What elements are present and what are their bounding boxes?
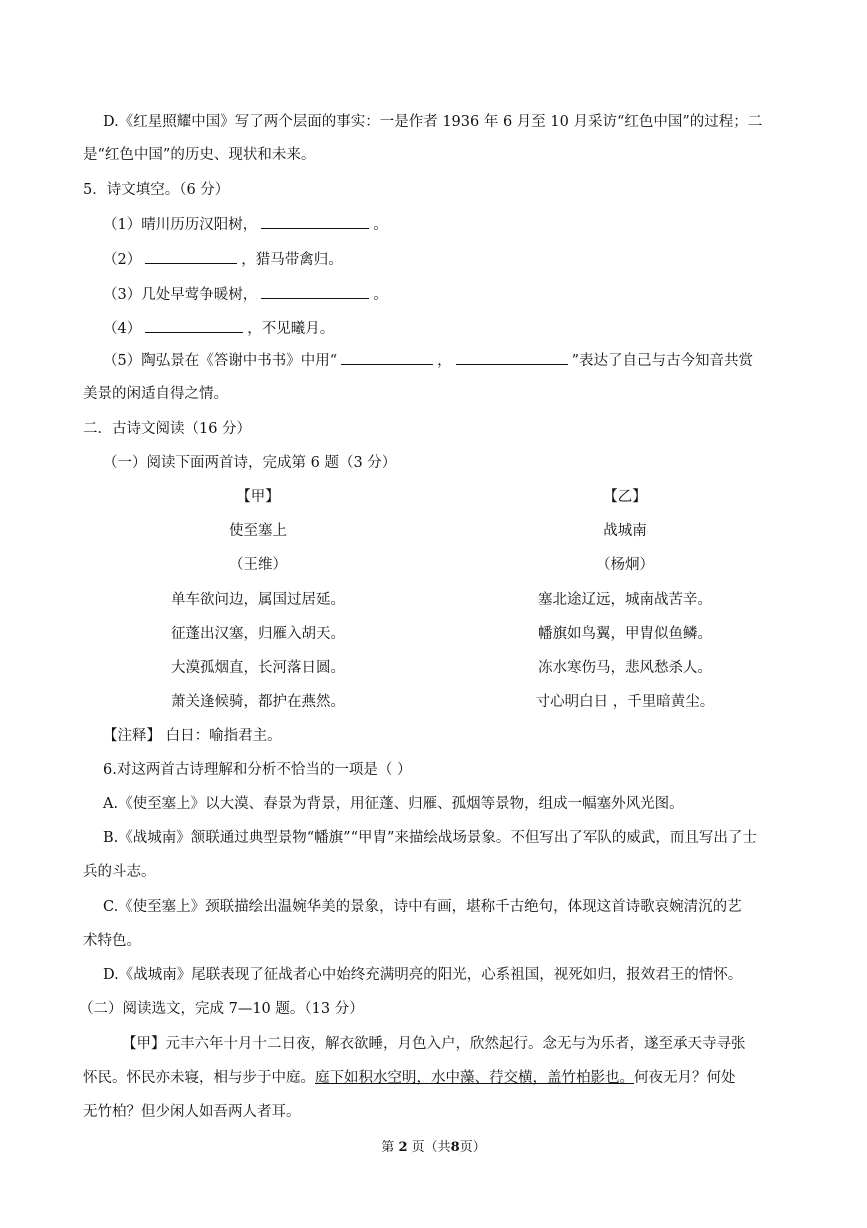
poem-a-line: 单车欲问边，属国过居延。 xyxy=(171,592,345,608)
q5-item-1-end: 。 xyxy=(373,217,388,233)
poem-a-tag: 【甲】 xyxy=(236,489,280,505)
q5-item-4 xyxy=(103,318,334,339)
answer-blank[interactable] xyxy=(145,318,243,333)
answer-blank[interactable] xyxy=(341,350,433,365)
poem-b-line: 寸心明白日 ，千里暗黄尘。 xyxy=(535,694,715,710)
poem-a-title: 使至塞上 xyxy=(229,523,287,539)
poem-b-author: （杨炯） xyxy=(596,557,654,573)
passage-line-2 xyxy=(83,1068,736,1088)
answer-blank[interactable] xyxy=(145,249,237,264)
footer-text: 页） xyxy=(459,1140,486,1155)
q4-option-d-line2: 是“红色中国”的历史、现状和未来。 xyxy=(83,147,316,163)
total-pages: 8 xyxy=(450,1140,460,1155)
underlined-sentence: 庭下如积水空明，水中藻、荇交横，盖竹柏影也。 xyxy=(315,1070,634,1086)
q6-option-b-line2: 兵的斗志。 xyxy=(83,864,156,880)
q5-item-5-line2: 美景的闲适自得之情。 xyxy=(83,386,228,402)
q5-item-5 xyxy=(103,350,753,371)
q5-item-1 xyxy=(103,214,388,235)
q6-option-d: D.《战城南》尾联表现了征战者心中始终充满明亮的阳光，心系祖国，视死如归，报效君王的情怀。 xyxy=(103,967,743,983)
poem-b-line: 幡旗如鸟翼，甲胄似鱼鳞。 xyxy=(538,626,712,642)
q5-title: 5．诗文填空。（6 分） xyxy=(83,182,230,198)
answer-blank[interactable] xyxy=(261,284,369,299)
poem-a-line: 大漠孤烟直，长河落日圆。 xyxy=(171,660,345,676)
q5-item-2-num: （2） xyxy=(103,252,142,268)
q6-option-c-line2: 术特色。 xyxy=(83,933,141,949)
poem-b-title: 战城南 xyxy=(603,523,647,539)
subsection-1-title: （一）阅读下面两首诗，完成第 6 题（3 分） xyxy=(103,455,397,471)
section-2-title: 二．古诗文阅读（16 分） xyxy=(83,421,252,437)
poem-b-tag: 【乙】 xyxy=(603,489,647,505)
passage-text: 怀民。怀民亦未寝，相与步于中庭。 xyxy=(83,1070,315,1086)
q5-item-4-text: ，不见曦月。 xyxy=(247,321,335,337)
q5-item-2 xyxy=(103,249,343,270)
q6-stem: 6.对这两首古诗理解和分析不恰当的一项是（ ） xyxy=(103,762,412,778)
q5-item-3-end: 。 xyxy=(373,287,388,303)
q6-option-a: A.《使至塞上》以大漠、春景为背景，用征蓬、归雁、孤烟等景物，组成一幅塞外风光图。 xyxy=(103,796,684,812)
poem-b-line: 冻水寒伤马，悲风愁杀人。 xyxy=(538,660,712,676)
footer-text: 第 xyxy=(381,1140,395,1155)
q5-item-3 xyxy=(103,284,388,305)
q5-item-5-comma: ， xyxy=(437,353,452,369)
passage-line-3: 无竹柏？但少闲人如吾两人者耳。 xyxy=(83,1104,301,1120)
page-number: 2 xyxy=(398,1140,408,1155)
passage-text: 何夜无月？何处 xyxy=(634,1070,736,1086)
poem-a-line: 萧关逢候骑，都护在燕然。 xyxy=(171,694,345,710)
q6-option-c-line1: C.《使至塞上》颈联描绘出温婉华美的景象，诗中有画，堪称千古绝句，体现这首诗歌哀婉清沉的艺 xyxy=(103,899,742,915)
q5-item-4-num: （4） xyxy=(103,321,142,337)
poem-a-line: 征蓬出汉塞，归雁入胡天。 xyxy=(171,626,345,642)
page-footer xyxy=(0,1138,867,1158)
annotation-note: 【注释】 白日：喻指君主。 xyxy=(103,728,282,744)
q5-item-5-text: （5）陶弘景在《答谢中书书》中用“ xyxy=(103,353,338,369)
answer-blank[interactable] xyxy=(261,214,369,229)
subsection-2-title: （二）阅读选文，完成 7—10 题。（13 分） xyxy=(79,1001,364,1017)
q5-item-3-text: （3）几处早莺争暖树， xyxy=(103,287,258,303)
q4-option-d-line1: D.《红星照耀中国》写了两个层面的事实：一是作者 1936 年 6 月至 10 月采访“红色中国”的过程；二 xyxy=(103,114,763,130)
q5-item-5-tail: ”表达了自己与古今知音共赏 xyxy=(571,353,754,369)
poem-a-author: （王维） xyxy=(229,557,287,573)
footer-text: 页（共 xyxy=(411,1140,451,1155)
passage-line-1: 【甲】元丰六年十月十二日夜，解衣欲睡，月色入户，欣然起行。念无与为乐者，遂至承天寺寻张 xyxy=(122,1036,746,1052)
q5-item-1-text: （1）晴川历历汉阳树， xyxy=(103,217,258,233)
answer-blank[interactable] xyxy=(456,350,568,365)
q6-option-b-line1: B.《战城南》颔联通过典型景物“幡旗”“甲胄”来描绘战场景象。不但写出了军队的威武，而且写出了士 xyxy=(103,830,757,846)
q5-item-2-text: ，猎马带禽归。 xyxy=(241,252,343,268)
poem-b-line: 塞北途辽远，城南战苦辛。 xyxy=(538,592,712,608)
